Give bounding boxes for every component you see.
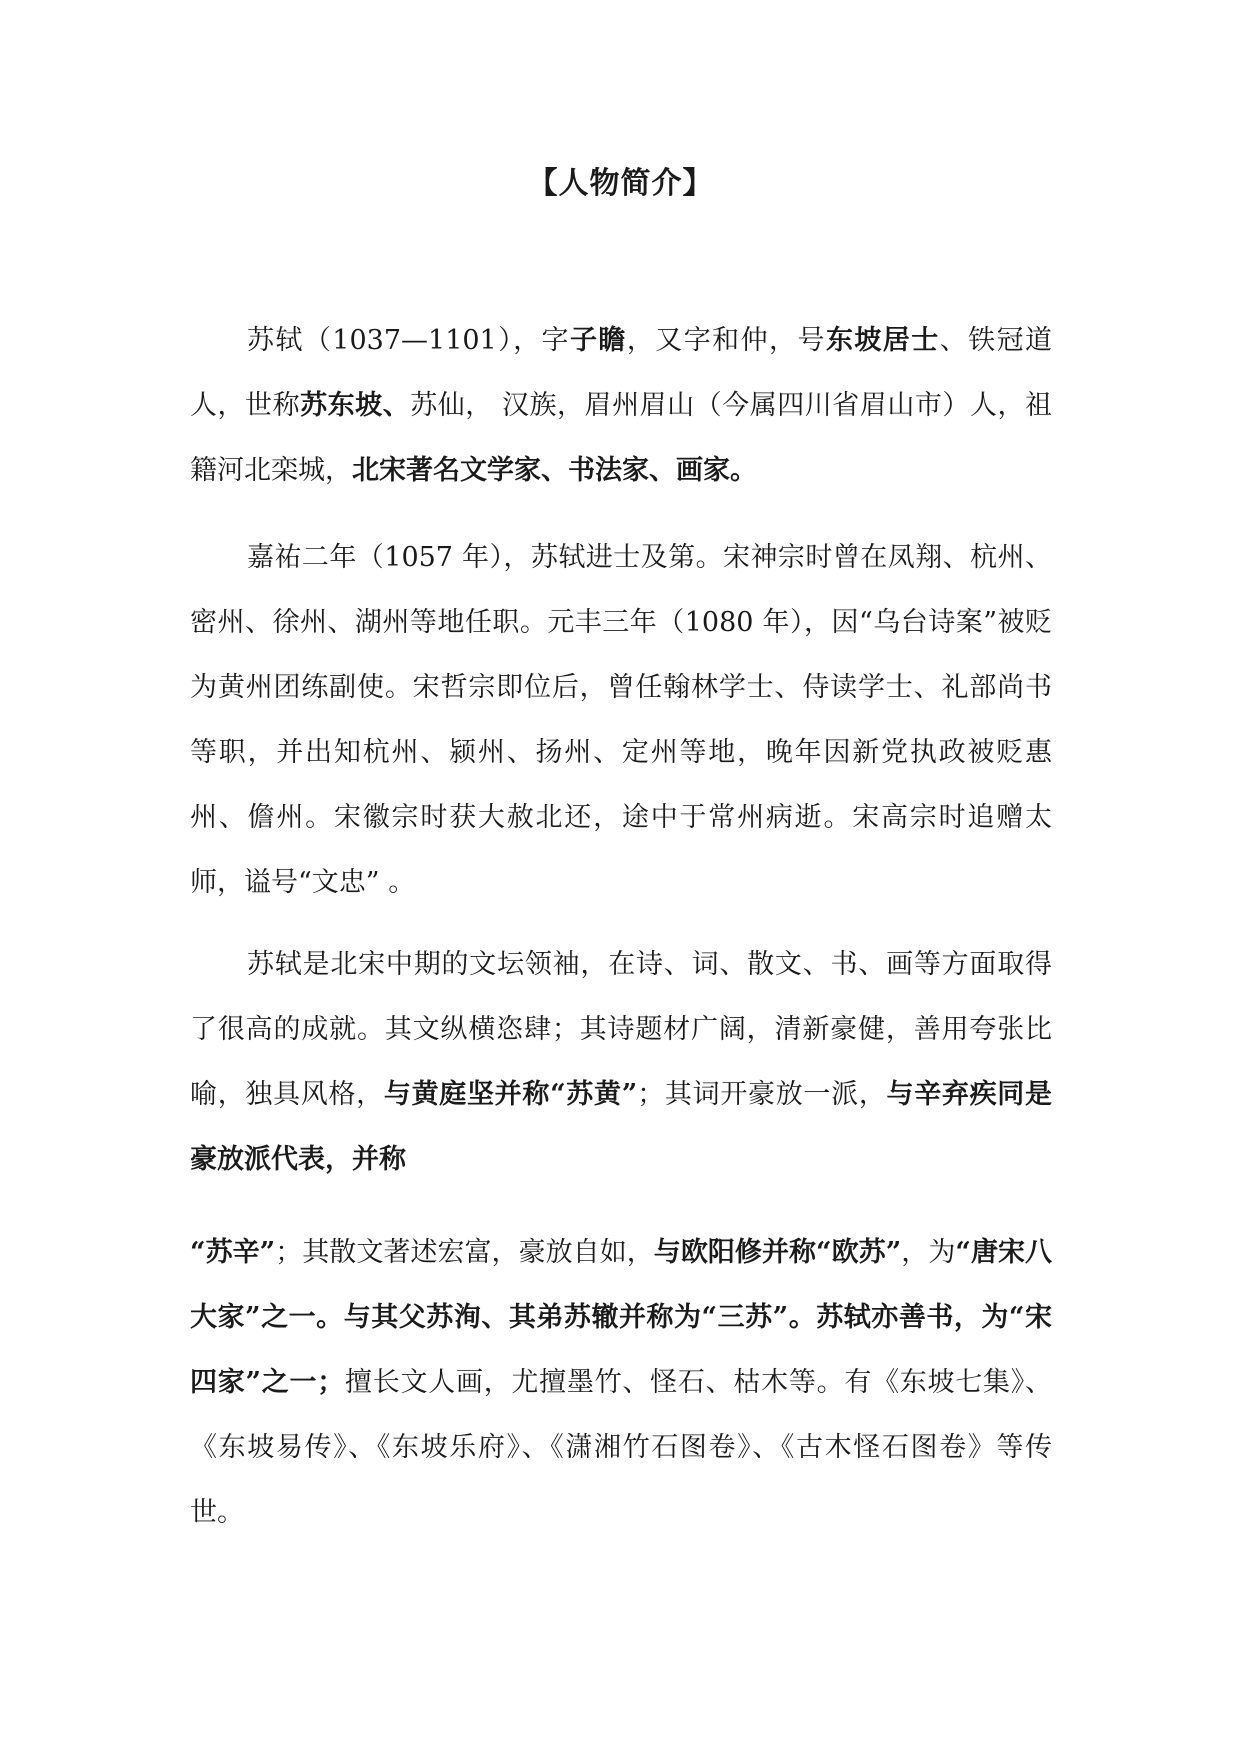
text-run-bold: “苏辛” — [190, 1237, 276, 1268]
text-run: 苏仙， 汉族，眉州眉山（今属四川省眉山市）人，祖籍河北栾城， — [190, 390, 1053, 486]
text-run-bold: 北宋著名文学家、书法家、画家。 — [352, 455, 757, 486]
text-run: 苏轼是北宋中期的文坛领袖，在诗、词、散文、书、画等方面取得了很高的成就。其文纵横恣肆；其诗题材广阔，清新豪健，善用夸张比喻，独具风格， — [190, 949, 1052, 1110]
text-run-bold: 子瞻 — [570, 325, 627, 356]
text-run: 、铁冠道人，世称 — [190, 325, 1052, 421]
text-run: 苏轼（1037—1101），字 — [247, 325, 570, 356]
paragraph-achievements — [190, 932, 1052, 1192]
text-run: ，又字和仲，号 — [626, 325, 826, 356]
text-run-bold: 与辛弃疾同是豪放派代表，并称 — [190, 1079, 1053, 1175]
paragraph-intro — [190, 308, 1052, 503]
text-run: 嘉祐二年（1057 年），苏轼进士及第。宋神宗时曾在凤翔、杭州、密州、徐州、湖州等地任职。元丰三年（1080 年），因“乌台诗案”被贬为黄州团练副使。宋哲宗即位后，曾任翰林学士、侍读学士、礼部尚书等职，并出知杭州、颍州、扬州、定州等地，晚年因新党执政被贬惠州、儋州。宋徽宗时获大赦北还，途中于常州病逝。宋高宗时追赠太师，谥号“文忠” 。 — [190, 542, 1052, 898]
text-run-bold: “唐宋八大家”之一。与其父苏洵、其弟苏辙并称为“三苏”。苏轼亦善书，为“宋四家”之一； — [190, 1237, 1053, 1398]
text-run-bold: 与黄庭坚并称“苏黄” — [383, 1079, 638, 1110]
text-run: ；其散文著述宏富，豪放自如， — [275, 1237, 654, 1268]
text-run: ；其词开豪放一派， — [637, 1079, 887, 1110]
text-run-bold: 东坡居士 — [825, 325, 940, 356]
paragraph-career — [190, 525, 1052, 915]
paragraph-works — [190, 1220, 1052, 1545]
text-run-bold: 与欧阳修并称“欧苏” — [653, 1237, 902, 1268]
text-run-bold: 苏东坡、 — [300, 390, 411, 421]
page-title: 【人物简介】 — [527, 166, 714, 201]
text-run: ，为 — [901, 1237, 956, 1268]
text-run: 擅长文人画，尤擅墨竹、怪石、枯木等。有《东坡七集》、《东坡易传》、《东坡乐府》、《潇湘竹石图卷》、《古木怪石图卷》等传世。 — [190, 1367, 1053, 1528]
